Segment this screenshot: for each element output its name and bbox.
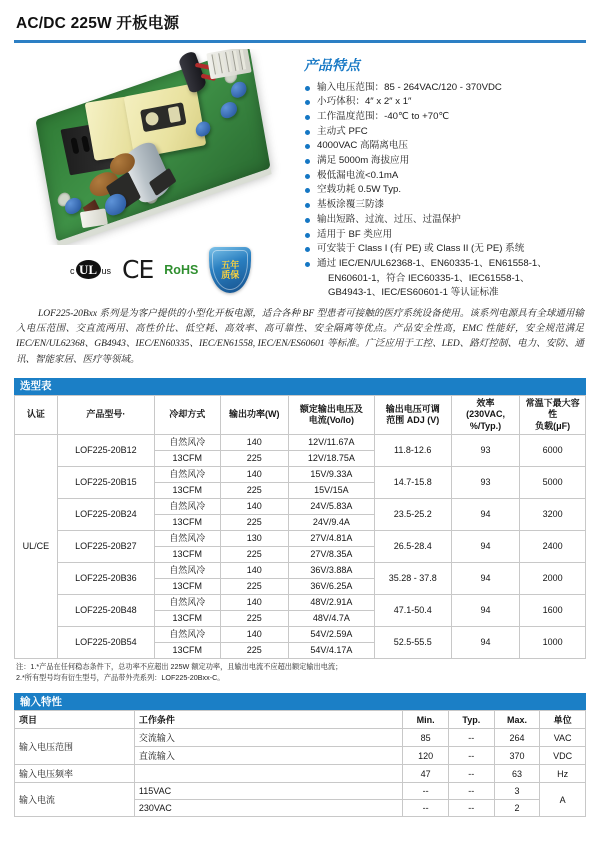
cell-rated-output: 15V/9.33A xyxy=(289,467,375,483)
cell-efficiency: 94 xyxy=(451,499,520,531)
feature-item: 空载功耗 0.5W Typ. xyxy=(304,183,586,198)
features-list xyxy=(304,81,586,302)
cell-rated-output: 15V/15A xyxy=(289,483,375,499)
feature-item: 满足 5000m 海拔应用 xyxy=(304,154,586,169)
col-max-cap-load: 常温下最大容性 负载(μF) xyxy=(520,395,586,435)
cul-suffix: us xyxy=(101,266,112,276)
product-photo-column xyxy=(14,47,304,284)
feature-item: 基板涂覆三防漆 xyxy=(304,198,586,213)
cell-condition: 115VAC xyxy=(134,783,402,800)
cell-cooling: 自然风冷 xyxy=(154,435,220,451)
cell-condition: 230VAC xyxy=(134,800,402,817)
cell-rated-output: 36V/3.88A xyxy=(289,563,375,579)
cell-rated-output: 12V/18.75A xyxy=(289,451,375,467)
cell-max-cap-load: 1000 xyxy=(520,627,586,659)
note-line: 2.*所有型号均有衍生型号，产品带外壳系列：LOF225-20Bxx-C。 xyxy=(16,672,225,682)
selection-table-notes xyxy=(14,659,586,683)
feature-item: 主动式 PFC xyxy=(304,125,586,140)
cell-min: 120 xyxy=(403,747,449,765)
cell-adj-range: 52.5-55.5 xyxy=(374,627,451,659)
cell-unit: VDC xyxy=(540,747,586,765)
top-section xyxy=(14,47,586,302)
cell-rated-output: 12V/11.67A xyxy=(289,435,375,451)
cell-output-power: 225 xyxy=(220,643,289,659)
cell-output-power: 140 xyxy=(220,595,289,611)
cell-cooling: 自然风冷 xyxy=(154,499,220,515)
pcb-board xyxy=(35,49,270,242)
features-column xyxy=(304,47,586,302)
cell-output-power: 225 xyxy=(220,611,289,627)
cell-efficiency: 93 xyxy=(451,467,520,499)
col-typ: Typ. xyxy=(448,711,494,729)
cell-output-power: 225 xyxy=(220,451,289,467)
col-certification: 认证 xyxy=(15,395,58,435)
cell-typ: -- xyxy=(448,747,494,765)
table-row xyxy=(15,627,586,643)
feature-item: 通过 IEC/EN/UL62368-1、EN60335-1、EN61558-1、 xyxy=(304,257,586,272)
col-unit: 单位 xyxy=(540,711,586,729)
table-header-row xyxy=(15,395,586,435)
cell-rated-output: 48V/4.7A xyxy=(289,611,375,627)
cell-rated-output: 27V/4.81A xyxy=(289,531,375,547)
cell-efficiency: 94 xyxy=(451,595,520,627)
table-row xyxy=(15,729,586,747)
cell-output-power: 140 xyxy=(220,563,289,579)
cell-item: 输入电流 xyxy=(15,783,135,817)
cell-condition: 直流输入 xyxy=(134,747,402,765)
cell-typ: -- xyxy=(448,800,494,817)
col-condition: 工作条件 xyxy=(134,711,402,729)
features-title: 产品特点 xyxy=(304,56,360,73)
input-table-band: 输入特性 xyxy=(14,693,586,709)
ul-logo-icon: UL xyxy=(76,260,101,279)
feature-item: 输出短路、过流、过压、过温保护 xyxy=(304,213,586,228)
cell-unit: A xyxy=(540,783,586,817)
certification-logos xyxy=(70,243,302,297)
cell-rated-output: 54V/4.17A xyxy=(289,643,375,659)
cell-max: 264 xyxy=(494,729,540,747)
cell-adj-range: 23.5-25.2 xyxy=(374,499,451,531)
cell-max: 63 xyxy=(494,765,540,783)
cell-typ: -- xyxy=(448,729,494,747)
cell-min: 85 xyxy=(403,729,449,747)
feature-item: 工作温度范围：-40℃ to +70℃ xyxy=(304,110,586,125)
title-divider xyxy=(14,40,586,43)
cul-us-mark xyxy=(70,260,111,279)
cell-max: 2 xyxy=(494,800,540,817)
cell-max-cap-load: 1600 xyxy=(520,595,586,627)
cell-model: LOF225-20B54 xyxy=(57,627,154,659)
cell-item: 输入电压范围 xyxy=(15,729,135,765)
cell-cooling: 自然风冷 xyxy=(154,531,220,547)
cell-typ: -- xyxy=(448,783,494,800)
cell-cooling: 13CFM xyxy=(154,547,220,563)
input-table-section xyxy=(14,693,586,710)
cell-max: 3 xyxy=(494,783,540,800)
cell-rated-output: 54V/2.59A xyxy=(289,627,375,643)
cell-cooling: 13CFM xyxy=(154,451,220,467)
cell-rated-output: 24V/5.83A xyxy=(289,499,375,515)
cell-rated-output: 24V/9.4A xyxy=(289,515,375,531)
cell-max-cap-load: 2000 xyxy=(520,563,586,595)
ce-mark-icon: CE xyxy=(122,255,154,284)
shield-line-2: 质保 xyxy=(221,269,240,280)
cell-output-power: 225 xyxy=(220,515,289,531)
table-row xyxy=(15,783,586,800)
feature-item: 可安装于 Class I (有 PE) 或 Class II (无 PE) 系统 xyxy=(304,242,586,257)
cell-min: -- xyxy=(403,783,449,800)
col-cooling: 冷却方式 xyxy=(154,395,220,435)
cell-cooling: 自然风冷 xyxy=(154,563,220,579)
table-row xyxy=(15,435,586,451)
blue-capacitor xyxy=(219,99,238,119)
col-item: 项目 xyxy=(15,711,135,729)
cell-unit: VAC xyxy=(540,729,586,747)
selection-table-band: 选型表 xyxy=(14,378,586,394)
table-row xyxy=(15,467,586,483)
table-row xyxy=(15,499,586,515)
cell-model: LOF225-20B24 xyxy=(57,499,154,531)
cell-model: LOF225-20B36 xyxy=(57,563,154,595)
feature-item-continuation: EN60601-1，符合 IEC60335-1、IEC61558-1、 xyxy=(328,272,530,284)
cell-adj-range: 35.28 - 37.8 xyxy=(374,563,451,595)
cell-efficiency: 94 xyxy=(451,531,520,563)
cell-rated-output: 36V/6.25A xyxy=(289,579,375,595)
cell-certification: UL/CE xyxy=(15,435,58,659)
cell-cooling: 13CFM xyxy=(154,483,220,499)
cell-min: -- xyxy=(403,800,449,817)
cell-condition: 交流输入 xyxy=(134,729,402,747)
table-row xyxy=(15,595,586,611)
cell-output-power: 140 xyxy=(220,627,289,643)
product-description: LOF225-20Bxx 系列是为客户提供的小型化开板电源，适合各种 BF 型患者可接触的医疗系统设备使用。该系列电源具有全球通用输入电压范围、交直流两用、高性价比、低空耗、高效率、高可靠性、安全隔离等优点。产品安全性高，EMC 性能好，安全规范满足 IEC/EN/UL62368、GB4943、IEC/EN60335、IEC/EN61558, IEC/EN/ES60601 等标准。广泛应用于工控、LED、路灯控制、电力、安防、通讯、智能家居、医疗等领域。 xyxy=(16,309,584,365)
rohs-mark: RoHS xyxy=(164,262,199,277)
cell-cooling: 自然风冷 xyxy=(154,595,220,611)
col-adj-range: 输出电压可调 范围 ADJ (V) xyxy=(374,395,451,435)
feature-item: 4000VAC 高隔离电压 xyxy=(304,139,586,154)
cell-rated-output: 48V/2.91A xyxy=(289,595,375,611)
output-connector xyxy=(206,49,251,79)
five-year-warranty-shield xyxy=(209,247,251,293)
open-frame-power-supply-photo xyxy=(14,49,302,245)
cell-model: LOF225-20B27 xyxy=(57,531,154,563)
cell-output-power: 140 xyxy=(220,435,289,451)
col-min: Min. xyxy=(403,711,449,729)
feature-item: 输入电压范围：85 - 264VAC/120 - 370VDC xyxy=(304,81,586,96)
cell-output-power: 140 xyxy=(220,499,289,515)
feature-item: 适用于 BF 类应用 xyxy=(304,228,586,243)
col-model: 产品型号· xyxy=(57,395,154,435)
cell-output-power: 225 xyxy=(220,483,289,499)
col-max: Max. xyxy=(494,711,540,729)
table-header-row xyxy=(15,711,586,729)
input-table-body xyxy=(15,729,586,817)
cell-model: LOF225-20B48 xyxy=(57,595,154,627)
cell-cooling: 13CFM xyxy=(154,579,220,595)
cell-cooling: 自然风冷 xyxy=(154,467,220,483)
page-title: AC/DC 225W 开板电源 xyxy=(16,15,180,32)
cell-cooling: 13CFM xyxy=(154,515,220,531)
cell-rated-output: 27V/8.35A xyxy=(289,547,375,563)
cell-cooling: 13CFM xyxy=(154,643,220,659)
cell-model: LOF225-20B15 xyxy=(57,467,154,499)
cell-min: 47 xyxy=(403,765,449,783)
note-line: 注：1.*产品在任何稳态条件下，总功率不应超出 225W 额定功率，且输出电流不应超出额定输出电流； xyxy=(16,662,343,672)
cell-cooling: 13CFM xyxy=(154,611,220,627)
cell-max-cap-load: 6000 xyxy=(520,435,586,467)
cell-typ: -- xyxy=(448,765,494,783)
feature-item: 极低漏电流<0.1mA xyxy=(304,169,586,184)
table-row xyxy=(15,765,586,783)
table-row xyxy=(15,563,586,579)
feature-item-continuation: GB4943-1、IEC/ES60601-1 等认证标准 xyxy=(328,287,499,299)
shield-rim xyxy=(212,250,248,290)
cell-cooling: 自然风冷 xyxy=(154,627,220,643)
cul-prefix: c xyxy=(70,266,75,276)
cell-adj-range: 14.7-15.8 xyxy=(374,467,451,499)
cell-adj-range: 11.8-12.6 xyxy=(374,435,451,467)
input-characteristics-table xyxy=(14,710,586,817)
selection-table-section xyxy=(14,378,586,395)
cell-adj-range: 47.1-50.4 xyxy=(374,595,451,627)
cell-efficiency: 93 xyxy=(451,435,520,467)
selection-table-body xyxy=(15,435,586,659)
col-rated-output: 额定输出电压及 电流(Vo/Io) xyxy=(289,395,375,435)
cell-output-power: 225 xyxy=(220,547,289,563)
cell-max: 370 xyxy=(494,747,540,765)
cell-max-cap-load: 2400 xyxy=(520,531,586,563)
cell-max-cap-load: 5000 xyxy=(520,467,586,499)
shield-line-1: 五年 xyxy=(221,259,240,270)
cell-efficiency: 94 xyxy=(451,627,520,659)
cell-model: LOF225-20B12 xyxy=(57,435,154,467)
cell-output-power: 130 xyxy=(220,531,289,547)
cell-item: 输入电压频率 xyxy=(15,765,135,783)
cell-output-power: 140 xyxy=(220,467,289,483)
cell-condition xyxy=(134,765,402,783)
col-efficiency: 效率 (230VAC, %/Typ.) xyxy=(451,395,520,435)
cell-output-power: 225 xyxy=(220,579,289,595)
cell-efficiency: 94 xyxy=(451,563,520,595)
cell-adj-range: 26.5-28.4 xyxy=(374,531,451,563)
selection-table xyxy=(14,395,586,660)
cell-max-cap-load: 3200 xyxy=(520,499,586,531)
table-row xyxy=(15,531,586,547)
input-connector xyxy=(80,208,108,228)
cell-unit: Hz xyxy=(540,765,586,783)
feature-item: 小巧体积：4″ x 2″ x 1″ xyxy=(304,95,586,110)
col-output-power: 输出功率(W) xyxy=(220,395,289,435)
